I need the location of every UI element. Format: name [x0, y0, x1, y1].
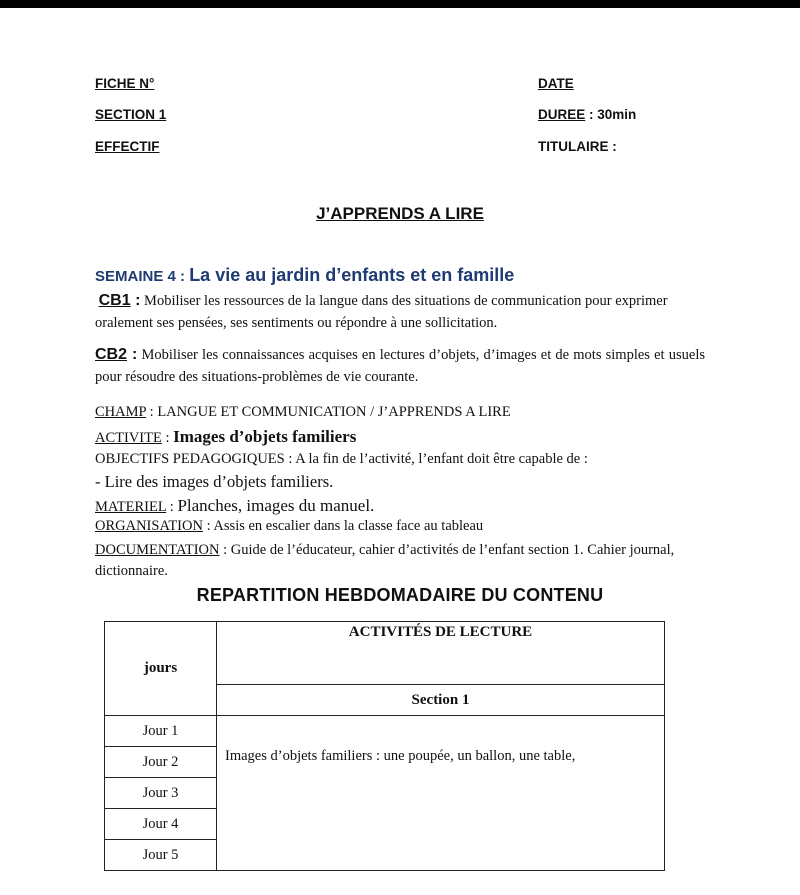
day-cell: Jour 3	[105, 778, 217, 809]
documentation-paragraph	[95, 540, 705, 582]
section-header: Section 1	[217, 685, 665, 716]
cb1-text: Mobiliser les ressources de la langue dans des situations de communication pour exprimer oralement ses pensées, ses sentiments ou répondre à une sollicitation.	[95, 293, 668, 331]
semaine-text: La vie au jardin d’enfants et en famille	[189, 265, 515, 285]
day-cell: Jour 2	[105, 747, 217, 778]
activite-line	[95, 427, 715, 447]
day-cell: Jour 4	[105, 809, 217, 840]
repartition-title: REPARTITION HEBDOMADAIRE DU CONTENU	[196, 585, 604, 605]
materiel-value: Planches, images du manuel.	[177, 496, 375, 515]
table-header-row	[105, 622, 665, 685]
semaine-label: SEMAINE 4 :	[95, 268, 190, 285]
duree-label: DUREE	[538, 107, 586, 122]
organisation-label: ORGANISATION	[95, 518, 203, 534]
titulaire-label: TITULAIRE :	[538, 139, 617, 154]
activites-header: ACTIVITÉS DE LECTURE	[217, 622, 665, 685]
materiel-sep: :	[166, 499, 178, 515]
effectif-label: EFFECTIF	[95, 139, 160, 154]
duree-line	[538, 107, 636, 122]
repartition-table	[104, 621, 665, 871]
objectifs-line: OBJECTIFS PEDAGOGIQUES : A la fin de l’activité, l’enfant doit être capable de :	[95, 451, 588, 467]
documentation-label: DOCUMENTATION	[95, 542, 220, 558]
documentation-value: : Guide de l’éducateur, cahier d’activités de l’enfant section 1. Cahier journal, dictionnaire.	[95, 542, 675, 579]
champ-label: CHAMP	[95, 404, 147, 420]
duree-value: : 30min	[585, 107, 637, 122]
organisation-value: : Assis en escalier dans la classe face au tableau	[202, 518, 484, 534]
cb1-code: CB1	[98, 292, 131, 309]
materiel-line	[95, 496, 715, 516]
cb1-colon: :	[130, 292, 141, 309]
cb2-code: CB2	[95, 346, 128, 363]
page-title: J’APPRENDS A LIRE	[316, 204, 484, 223]
objectif-item: - Lire des images d’objets familiers.	[95, 472, 334, 491]
cb1-paragraph	[95, 290, 705, 334]
organisation-line	[95, 518, 715, 535]
day-cell: Jour 1	[105, 716, 217, 747]
table-row	[105, 716, 665, 747]
activite-sep: :	[161, 430, 174, 446]
top-edge-bar	[0, 0, 800, 8]
day-cell: Jour 5	[105, 840, 217, 871]
section-label: SECTION 1	[95, 107, 167, 122]
activite-value: Images d’objets familiers	[173, 427, 357, 446]
fiche-label: FICHE N°	[95, 76, 155, 91]
semaine-heading	[95, 265, 514, 286]
cb2-text: Mobiliser les connaissances acquises en lectures d’objets, d’images et de mots simples et usuels pour résoudre des situations-problèmes de vie courante.	[95, 347, 705, 385]
cb2-colon: :	[127, 346, 138, 363]
activite-label: ACTIVITE	[95, 430, 162, 446]
materiel-label: MATERIEL	[95, 499, 167, 515]
champ-value: : LANGUE ET COMMUNICATION / J’APPRENDS A LIRE	[146, 404, 511, 420]
cb2-paragraph	[95, 344, 705, 388]
jours-header: jours	[105, 622, 217, 716]
content-cell: Images d’objets familiers : une poupée, un ballon, une table,	[217, 716, 665, 871]
date-label: DATE	[538, 76, 574, 91]
champ-line	[95, 404, 715, 421]
